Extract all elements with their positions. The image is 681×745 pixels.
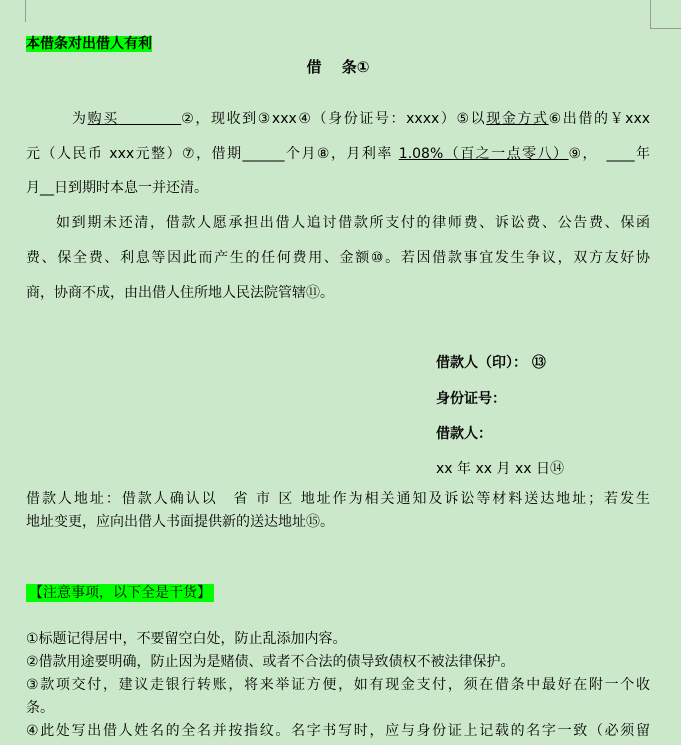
address-line1: 借款人地址：借款人确认以 省 市 区 地址作为相关通知及诉讼等材料送达地址；若发生 bbox=[26, 491, 650, 507]
address-line2: 地址变更，应向出借人书面提供新的送达地址⑮。 bbox=[26, 514, 334, 530]
borrower-seal: 借款人（印）： ⑬ bbox=[436, 355, 546, 371]
crop-mark bbox=[650, 28, 681, 29]
id-number-label: 身份证号： bbox=[436, 391, 506, 407]
crop-mark bbox=[25, 0, 26, 22]
date: xx 年 xx 月 xx 日⑭ bbox=[436, 461, 564, 477]
para2-line1: 如到期未还清，借款人愿承担出借人追讨借款所支付的律师费、诉讼费、公告费、保函 bbox=[56, 215, 650, 231]
notes-heading: 【注意事项，以下全是干货】 bbox=[26, 584, 214, 602]
note-3: ③款项交付，建议走银行转账，将来举证方便，如有现金支付，须在借条中最好在附一个收 bbox=[26, 677, 650, 693]
doc-title: 借 条① bbox=[306, 58, 370, 76]
borrower-label: 借款人： bbox=[436, 426, 492, 442]
note-1: ①标题记得居中，不要留空白处，防止乱添加内容。 bbox=[26, 631, 347, 647]
note-3-cont: 条。 bbox=[26, 700, 54, 716]
note-4: ④此处写出借人姓名的全名并按指纹。名字书写时，应与身份证上记载的名字一致（必须留 bbox=[26, 723, 650, 739]
top-banner: 本借条对出借人有利 bbox=[26, 36, 152, 52]
crop-mark bbox=[650, 0, 651, 28]
para1-line3: 月__日到期时本息一并还清。 bbox=[26, 180, 208, 196]
para1-line2: 元（人民币 xxx元整）⑦，借期______个月⑧，月利率 1.08%（百之一点零八）⑨， ____年 bbox=[26, 146, 650, 162]
para2-line2: 费、保全费、利息等因此而产生的任何费用、金额⑩。若因借款事宜发生争议，双方友好协 bbox=[26, 250, 650, 266]
note-2: ②借款用途要明确，防止因为是赌债、或者不合法的债导致债权不被法律保护。 bbox=[26, 654, 515, 670]
para1-line1: 为购买 ②，现收到③xxx④（身份证号：xxxx）⑤以现金方式⑥出借的￥xxx bbox=[72, 111, 651, 127]
para2-line3: 商，协商不成，由出借人住所地人民法院管辖⑪。 bbox=[26, 285, 334, 301]
